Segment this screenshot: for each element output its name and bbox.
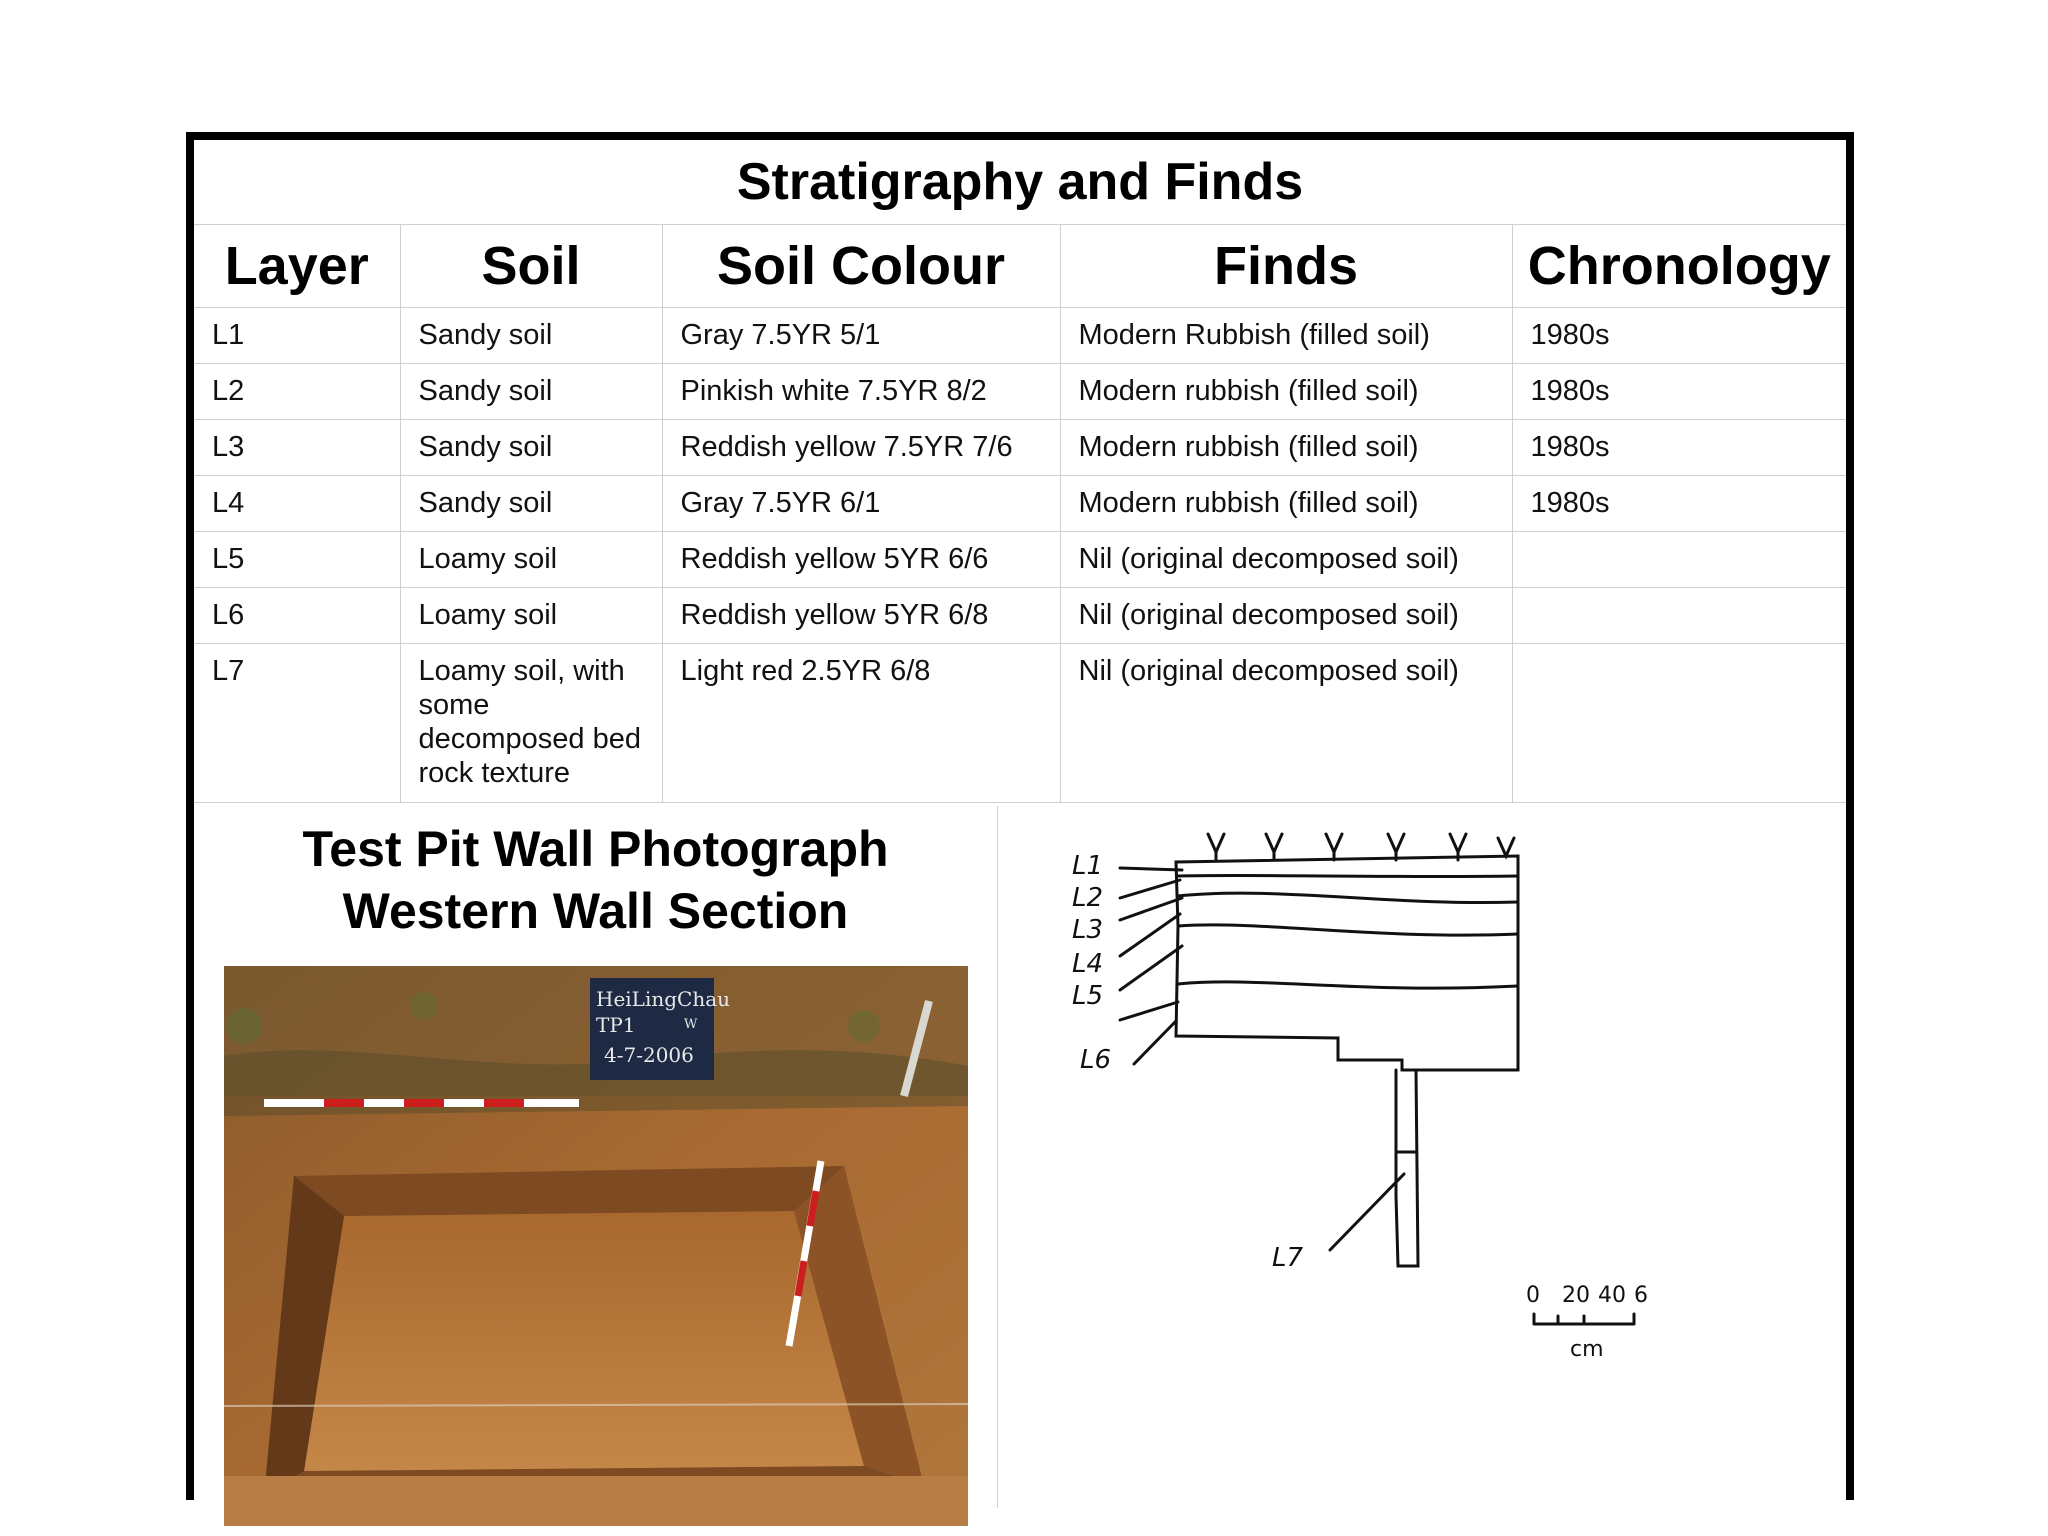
stratigraphy-frame [186, 132, 1854, 1500]
cell-layer: L2 [194, 364, 400, 420]
cell-soil: Sandy soil [400, 476, 662, 532]
cell-soil: Loamy soil [400, 588, 662, 644]
figures-section [194, 806, 1846, 1508]
photo-title-line1: Test Pit Wall Photograph [302, 821, 889, 877]
photo-panel [194, 806, 998, 1508]
cell-chronology: 1980s [1512, 420, 1846, 476]
cell-chronology: 1980s [1512, 476, 1846, 532]
cell-layer: L5 [194, 532, 400, 588]
cell-layer: L6 [194, 588, 400, 644]
wall-section-drawing [1058, 816, 1698, 1436]
column-header-finds: Finds [1060, 225, 1512, 308]
cell-soil: Sandy soil [400, 308, 662, 364]
cell-colour: Pinkish white 7.5YR 8/2 [662, 364, 1060, 420]
cell-soil: Sandy soil [400, 420, 662, 476]
cell-layer: L4 [194, 476, 400, 532]
slate-site-text: HeiLingChau [596, 987, 731, 1011]
scale-unit: cm [1570, 1337, 1604, 1362]
drawing-label-l5: L5 [1072, 981, 1104, 1011]
column-header-layer: Layer [194, 225, 400, 308]
cell-soil: Loamy soil, with some decomposed bed rock texture [400, 644, 662, 803]
cell-chronology [1512, 532, 1846, 588]
scale-tick-20: 20 [1562, 1283, 1590, 1308]
drawing-label-l7: L7 [1272, 1243, 1304, 1273]
table-row [194, 532, 1846, 588]
cell-chronology: 1980s [1512, 364, 1846, 420]
cell-chronology [1512, 644, 1846, 803]
cell-colour: Gray 7.5YR 5/1 [662, 308, 1060, 364]
drawing-panel [998, 806, 1846, 1508]
drawing-title-line1: Test Pit Wall Drawing [1170, 821, 1674, 877]
cell-chronology: 1980s [1512, 308, 1846, 364]
cell-soil: Sandy soil [400, 364, 662, 420]
table-row [194, 308, 1846, 364]
cell-colour: Light red 2.5YR 6/8 [662, 644, 1060, 803]
column-header-soil-colour: Soil Colour [662, 225, 1060, 308]
slate-date-text: 4-7-2006 [604, 1043, 694, 1067]
column-header-soil: Soil [400, 225, 662, 308]
cell-colour: Reddish yellow 5YR 6/6 [662, 532, 1060, 588]
test-pit-photograph [224, 966, 968, 1526]
slate-side-text: W [684, 1017, 698, 1032]
cell-finds: Nil (original decomposed soil) [1060, 588, 1512, 644]
drawing-label-l4: L4 [1072, 949, 1104, 979]
cell-colour: Reddish yellow 5YR 6/8 [662, 588, 1060, 644]
cell-layer: L7 [194, 644, 400, 803]
table-title: Stratigraphy and Finds [194, 140, 1846, 225]
cell-soil: Loamy soil [400, 532, 662, 588]
table-row [194, 588, 1846, 644]
table-row [194, 364, 1846, 420]
cell-finds: Modern rubbish (filled soil) [1060, 420, 1512, 476]
cell-finds: Modern rubbish (filled soil) [1060, 476, 1512, 532]
cell-finds: Modern rubbish (filled soil) [1060, 364, 1512, 420]
stratigraphy-table [194, 225, 1846, 803]
drawing-label-l3: L3 [1072, 915, 1104, 945]
slate-pit-text: TP1 [596, 1013, 636, 1037]
drawing-title-line2: Western Wall Drawing [1160, 883, 1684, 939]
cell-layer: L3 [194, 420, 400, 476]
drawing-label-l2: L2 [1072, 883, 1104, 913]
scale-tick-0: 0 [1526, 1283, 1540, 1308]
header-row [194, 225, 1846, 308]
drawing-label-l6: L6 [1080, 1045, 1112, 1075]
table-row [194, 420, 1846, 476]
table-row [194, 644, 1846, 803]
photo-title-line2: Western Wall Section [342, 883, 849, 939]
cell-colour: Reddish yellow 7.5YR 7/6 [662, 420, 1060, 476]
scale-tick-40: 40 [1598, 1283, 1626, 1308]
drawing-label-l1: L1 [1072, 851, 1104, 881]
column-header-chronology: Chronology [1512, 225, 1846, 308]
cell-finds: Nil (original decomposed soil) [1060, 532, 1512, 588]
scale-tick-6: 6 [1634, 1283, 1648, 1308]
table-row [194, 476, 1846, 532]
cell-colour: Gray 7.5YR 6/1 [662, 476, 1060, 532]
photo-panel-title [194, 818, 997, 942]
cell-finds: Nil (original decomposed soil) [1060, 644, 1512, 803]
cell-finds: Modern Rubbish (filled soil) [1060, 308, 1512, 364]
cell-layer: L1 [194, 308, 400, 364]
cell-chronology [1512, 588, 1846, 644]
